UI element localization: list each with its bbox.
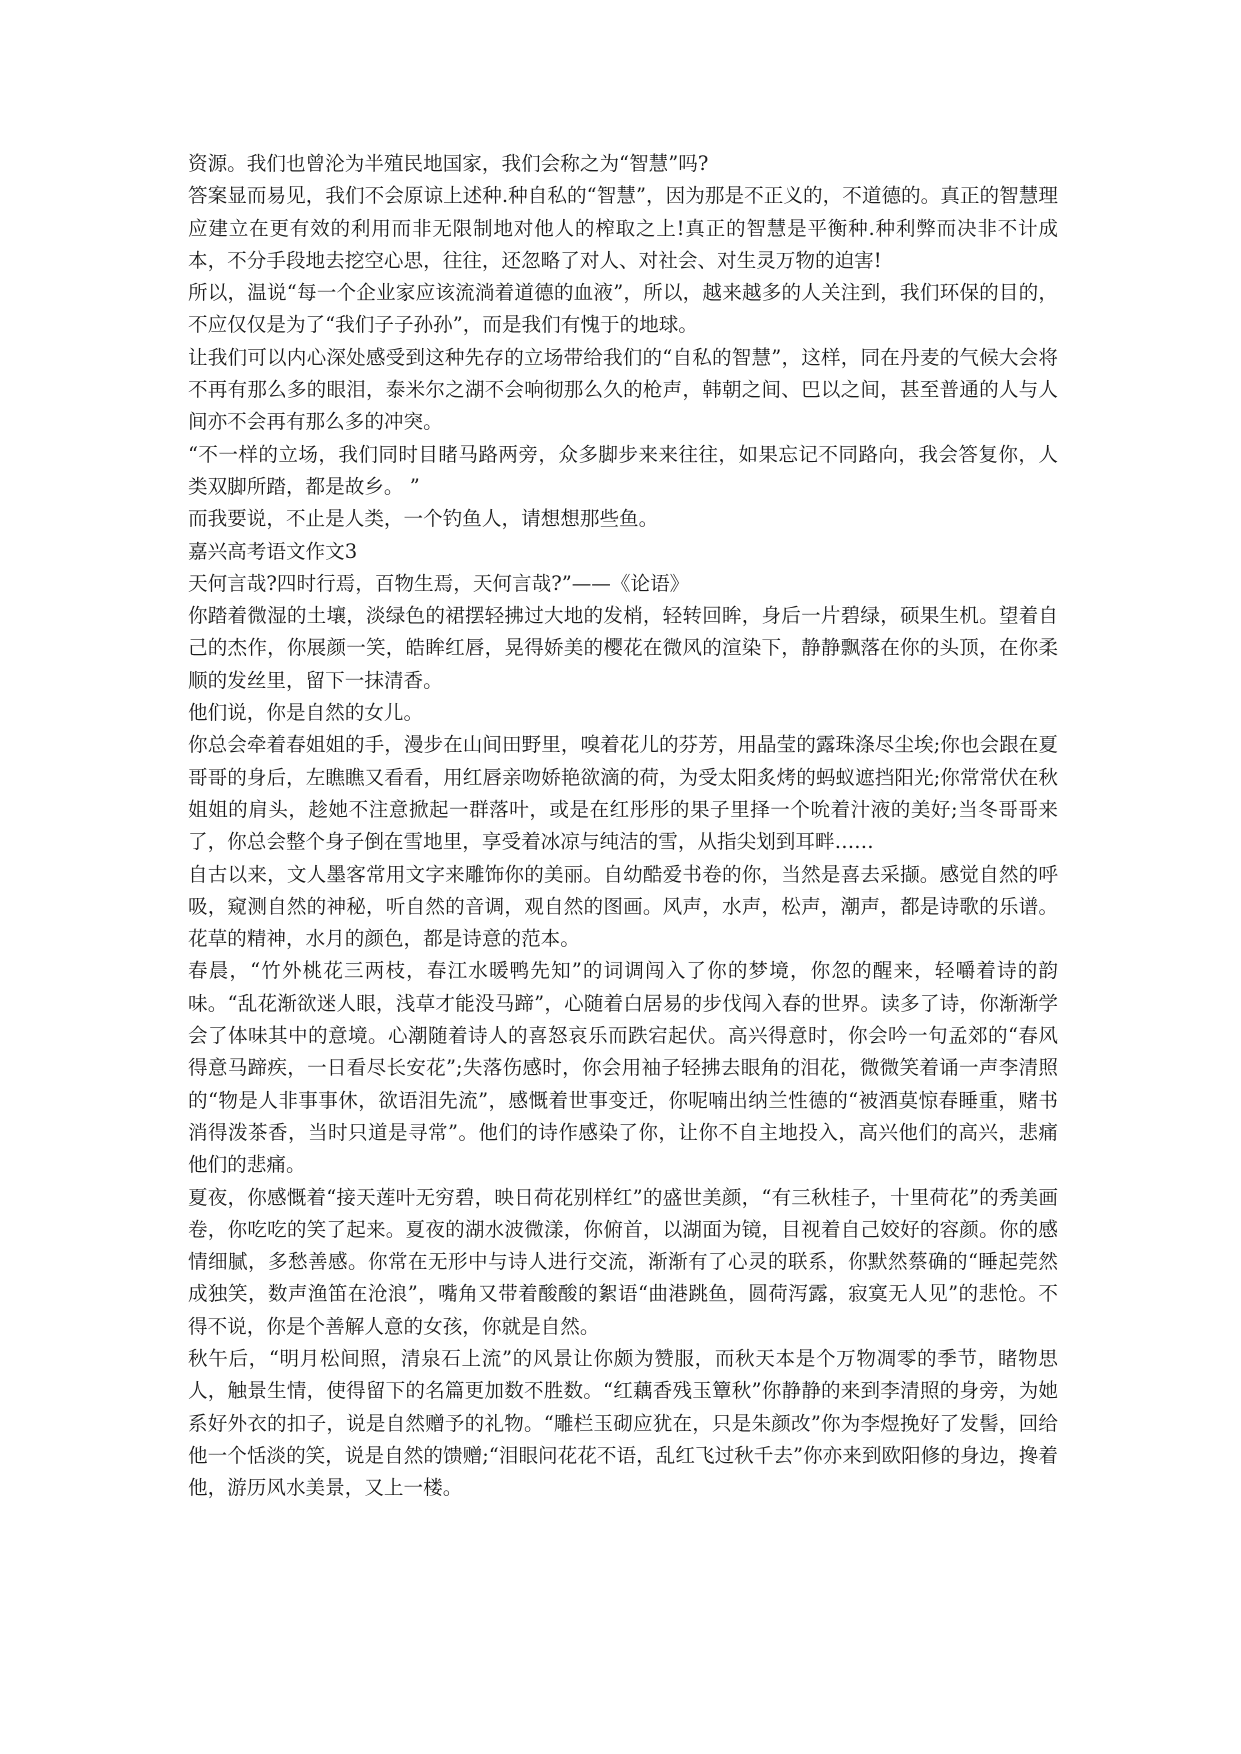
- paragraph: 让我们可以内心深处感受到这种先存的立场带给我们的“自私的智慧”，这样，同在丹麦的气候大会将不再有那么多的眼泪，泰米尔之湖不会响彻那么久的枪声，韩朝之间、巴以之间，甚至普通的人与人间亦不会再有那么多的冲突。: [188, 345, 1058, 434]
- paragraph: 所以，温说“每一个企业家应该流淌着道德的血液”，所以，越来越多的人关注到，我们环保的目的，不应仅仅是为了“我们子子孙孙”，而是我们有愧于的地球。: [188, 281, 1058, 337]
- paragraph: 答案显而易见，我们不会原谅上述种.种自私的“智慧”，因为那是不正义的，不道德的。真正的智慧理应建立在更有效的利用而非无限制地对他人的榨取之上!真正的智慧是平衡种.种利弊而决非不计成本，不分手段地去挖空心思，往往，还忽略了对人、对社会、对生灵万物的迫害!: [188, 184, 1058, 272]
- paragraph: 你总会牵着春姐姐的手，漫步在山间田野里，嗅着花儿的芬芳，用晶莹的露珠涤尽尘埃;你也会跟在夏哥哥的身后，左瞧瞧又看看，用红唇亲吻娇艳欲滴的荷，为受太阳炙烤的蚂蚁遮挡阳光;你常常伏在秋姐姐的肩头，趁她不注意掀起一群落叶，或是在红彤彤的果子里择一个吮着汁液的美好;当冬哥哥来了，你总会整个身子倒在雪地里，享受着冰凉与纯洁的雪，从指尖划到耳畔……: [188, 733, 1058, 854]
- section-heading: 嘉兴高考语文作文3: [188, 539, 358, 563]
- paragraph: 自古以来，文人墨客常用文字来雕饰你的美丽。自幼酷爱书卷的你，当然是喜去采撷。感觉自然的呼吸，窥测自然的神秘，听自然的音调，观自然的图画。风声，水声，松声，潮声，都是诗歌的乐谱。花草的精神，水月的颜色，都是诗意的范本。: [188, 862, 1058, 951]
- paragraph: 春晨，“竹外桃花三两枝，春江水暖鸭先知”的词调闯入了你的梦境，你忽的醒来，轻嚼着诗的韵味。“乱花渐欲迷人眼，浅草才能没马蹄”，心随着白居易的步伐闯入春的世界。读多了诗，你渐渐学会了体味其中的意境。心潮随着诗人的喜怒哀乐而跌宕起伏。高兴得意时，你会吟一句孟郊的“春风得意马蹄疾，一日看尽长安花”;失落伤感时，你会用袖子轻拂去眼角的泪花，微微笑着诵一声李清照的“物是人非事事休，欲语泪先流”，感慨着世事变迁，你呢喃出纳兰性德的“被酒莫惊春睡重，赌书消得泼茶香，当时只道是寻常”。他们的诗作感染了你，让你不自主地投入，高兴他们的高兴，悲痛他们的悲痛。: [188, 959, 1058, 1177]
- paragraph: 夏夜，你感慨着“接天莲叶无穷碧，映日荷花别样红”的盛世美颜，“有三秋桂子，十里荷花”的秀美画卷，你吃吃的笑了起来。夏夜的湖水波微漾，你俯首，以湖面为镜，目视着自己姣好的容颜。你的感情细腻，多愁善感。你常在无形中与诗人进行交流，渐渐有了心灵的联系，你默然蔡确的“睡起莞然成独笑，数声渔笛在沧浪”，嘴角又带着酸酸的絮语“曲港跳鱼，圆荷泻露，寂寞无人见”的悲怆。不得不说，你是个善解人意的女孩，你就是自然。: [188, 1185, 1058, 1338]
- paragraph: 天何言哉?四时行焉，百物生焉，天何言哉?”——《论语》: [188, 571, 690, 595]
- paragraph: 而我要说，不止是人类，一个钓鱼人，请想想那些鱼。: [188, 507, 659, 531]
- paragraph: “不一样的立场，我们同时目睹马路两旁，众多脚步来来往往，如果忘记不同路向，我会答复你，人类双脚所踏，都是故乡。 ”: [188, 442, 1058, 498]
- paragraph: 秋午后，“明月松间照，清泉石上流”的风景让你颇为赞服，而秋天本是个万物凋零的季节，睹物思人，触景生情，使得留下的名篇更加数不胜数。“红藕香残玉簟秋”你静静的来到李清照的身旁，为她系好外衣的扣子，说是自然赠予的礼物。“雕栏玉砌应犹在，只是朱颜改”你为李煜挽好了发髻，回给他一个恬淡的笑，说是自然的馈赠;“泪眼问花花不语，乱红飞过秋千去”你亦来到欧阳修的身边，搀着他，游历风水美景，又上一楼。: [188, 1346, 1058, 1500]
- paragraph: 资源。我们也曾沦为半殖民地国家，我们会称之为“智慧”吗?: [188, 152, 709, 175]
- document-body: [188, 148, 1058, 1504]
- paragraph: 你踏着微湿的土壤，淡绿色的裙摆轻拂过大地的发梢，轻转回眸，身后一片碧绿，硕果生机。望着自己的杰作，你展颜一笑，皓眸红唇，晃得娇美的樱花在微风的渲染下，静静飘落在你的头顶，在你柔顺的发丝里，留下一抹清香。: [188, 604, 1058, 692]
- paragraph: 他们说，你是自然的女儿。: [188, 701, 424, 725]
